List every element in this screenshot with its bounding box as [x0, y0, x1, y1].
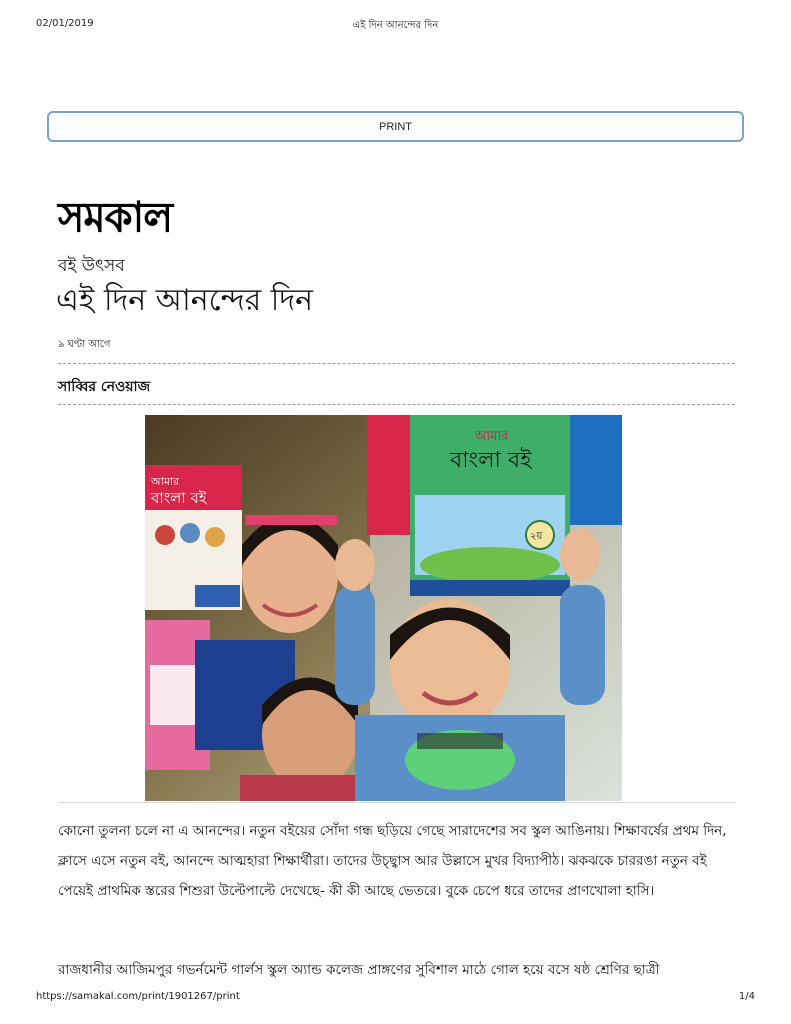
photo-left-book-line2: বাংলা বই: [151, 489, 207, 507]
print-button[interactable]: PRINT: [47, 111, 744, 142]
photo-book-title-line1: আমার: [475, 429, 509, 444]
samakal-logo: সমকাল: [58, 193, 173, 243]
page-footer: [36, 991, 755, 1005]
print-url: https://samakal.com/print/1901267/print: [36, 991, 240, 1002]
divider-author: [58, 404, 735, 405]
article-paragraph-1: কোনো তুলনা চলে না এ আনন্দের। নতুন বইয়ের সোঁদা গন্ধ ছড়িয়ে গেছে সারাদেশের সব স্কুল আঙিনায়। শিক্ষাবর্ষের প্রথম দিন, ক্লাসে এসে নতুন বই, আনন্দে আত্মহারা শিক্ষার্থীরা। তাদের উচ্ছ্বাস আর উল্লাসে মুখর বিদ্যাপীঠ। ঝকঝকে চাররঙা নতুন বই পেয়েই প্রাথমিক স্তরের শিশুরা উল্টেপাল্টে দেখেছে- কী কী আছে ভেতরে। বুকে চেপে ধরে তাদের প্রাণখোলা হাসি।: [58, 823, 727, 899]
page-number: 1/4: [738, 991, 755, 1002]
photo-book-title-line2: বাংলা বই: [450, 448, 532, 473]
print-page-title: এই দিন আনন্দের দিন: [352, 20, 439, 31]
article-kicker: বই উৎসব: [58, 256, 125, 276]
photo-left-book-line1: আমার: [151, 475, 180, 488]
page-header: [36, 18, 755, 32]
article-timestamp: ৯ ঘণ্টা আগে: [58, 339, 111, 350]
article-author: সাব্বির নেওয়াজ: [58, 379, 151, 395]
divider-top: [58, 363, 735, 364]
photo-book-class-badge: ২য়: [530, 531, 543, 542]
article-headline: এই দিন আনন্দের দিন: [56, 283, 314, 318]
article-photo: [145, 415, 622, 801]
article-paragraph-2: রাজধানীর আজিমপুর গভর্নমেন্ট গার্লস স্কুল অ্যান্ড কলেজ প্রাঙ্গণের সুবিশাল মাঠে গোল হয়ে বসে ষষ্ঠ শ্রেণির ছাত্রী: [58, 962, 660, 978]
divider-photo: [58, 802, 735, 803]
print-date: 02/01/2019: [36, 18, 94, 29]
